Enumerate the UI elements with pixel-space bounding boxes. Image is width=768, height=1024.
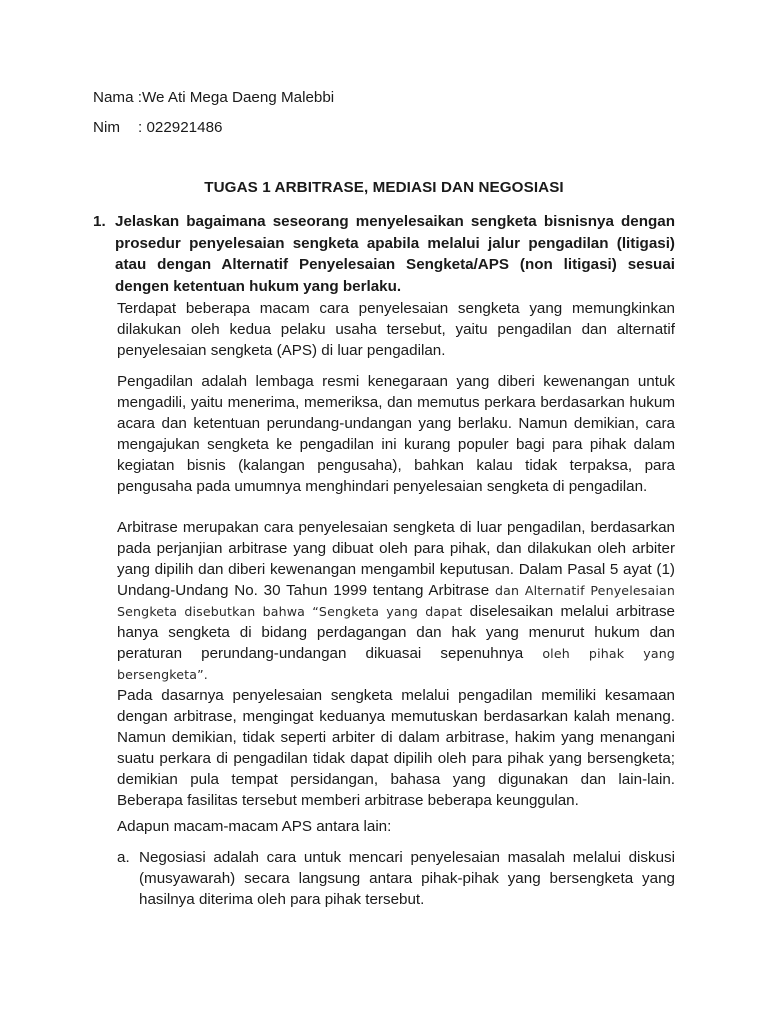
question-text: Jelaskan bagaimana seseorang menyelesaikan sengketa bisnisnya dengan prosedur penyelesaian sengketa apabila melalui jalur pengadilan (litigasi) atau dengan Alternatif Penyelesaian Sengketa/APS (non litigasi) sesuai dengen ketentuan hukum yang berlaku. <box>115 213 675 295</box>
name-value: We Ati Mega Daeng Malebbi <box>141 89 335 106</box>
paragraph-3-part-a: Arbitrase merupakan cara penyelesaian sengketa di luar pengadilan, berdasarkan pada perjanjian arbitrase yang dibuat oleh para pihak, dan dilakukan oleh arbiter yang dipilih dan diberi kewenangan mengambil keputusan. Dalam Pasal 5 ayat (1) Undang-Undang No. 30 Tahun 1999 tentang Arbitrase <box>117 519 675 599</box>
question-1 <box>93 211 675 297</box>
paragraph-5: Adapun macam-macam APS antara lain: <box>117 818 392 835</box>
paragraph-4: Pada dasarnya penyelesaian sengketa melalui pengadilan memiliki kesamaan dengan arbitrase, mengingat keduanya memutuskan berdasarkan kalah menang. Namun demikian, tidak seperti arbiter di dalam arbitrase, hakim yang menangani suatu perkara di pengadilan tidak dapat dipilih oleh para pihak yang bersengketa; demikian pula tempat persidangan, bahasa yang digunakan dan lain-lain. Beberapa fasilitas tersebut memberi arbitrase beberapa keunggulan. <box>117 687 675 809</box>
paragraph-3-part-b: dan Alternatif Penyelesaian Sengketa disebutkan bahwa “Sengketa yang dapat <box>117 583 675 619</box>
paragraph-2: Pengadilan adalah lembaga resmi kenegaraan yang diberi kewenangan untuk mengadili, yaitu menerima, memeriksa, dan memutus perkara berdasarkan hukum acara dan ketentuan perundang-undangan yang berlaku. Namun demikian, cara mengajukan sengketa ke pengadilan ini kurang populer bagi para pihak dalam kegiatan bisnis (kalangan pengusaha), bahkan kalau tidak terpaksa, para pengusaha pada umumnya menghindari penyelesaian sengketa di pengadilan. <box>117 373 675 495</box>
list-item-a <box>117 847 675 910</box>
paragraph-1: Terdapat beberapa macam cara penyelesaian sengketa yang memungkinkan dilakukan oleh kedua pelaku usaha tersebut, yaitu pengadilan dan alternatif penyelesaian sengketa (APS) di luar pengadilan. <box>117 300 675 359</box>
list-item-a-text: Negosiasi adalah cara untuk mencari penyelesaian masalah melalui diskusi (musyawarah) secara langsung antara pihak-pihak yang bersengketa yang hasilnya diterima oleh para pihak tersebut. <box>139 849 675 908</box>
name-line <box>93 88 334 108</box>
document-title: TUGAS 1 ARBITRASE, MEDIASI DAN NEGOSIASI <box>204 179 564 196</box>
nim-separator: : <box>138 119 147 136</box>
list-item-a-marker: a. <box>117 849 130 866</box>
name-label: Nama : <box>93 89 142 106</box>
nim-label: Nim <box>93 119 120 136</box>
paragraph-3 <box>117 517 675 685</box>
nim-line <box>93 118 222 138</box>
paragraph-3-part-d: oleh pihak yang bersengketa”. <box>117 646 675 682</box>
nim-value: 022921486 <box>146 119 223 136</box>
question-number: 1. <box>93 213 106 230</box>
paragraph-3-part-c: diselesaikan melalui arbitrase hanya sengketa di bidang perdagangan dan hak yang menurut hukum dan peraturan perundang-undangan dikuasai sepenuhnya <box>117 603 675 662</box>
